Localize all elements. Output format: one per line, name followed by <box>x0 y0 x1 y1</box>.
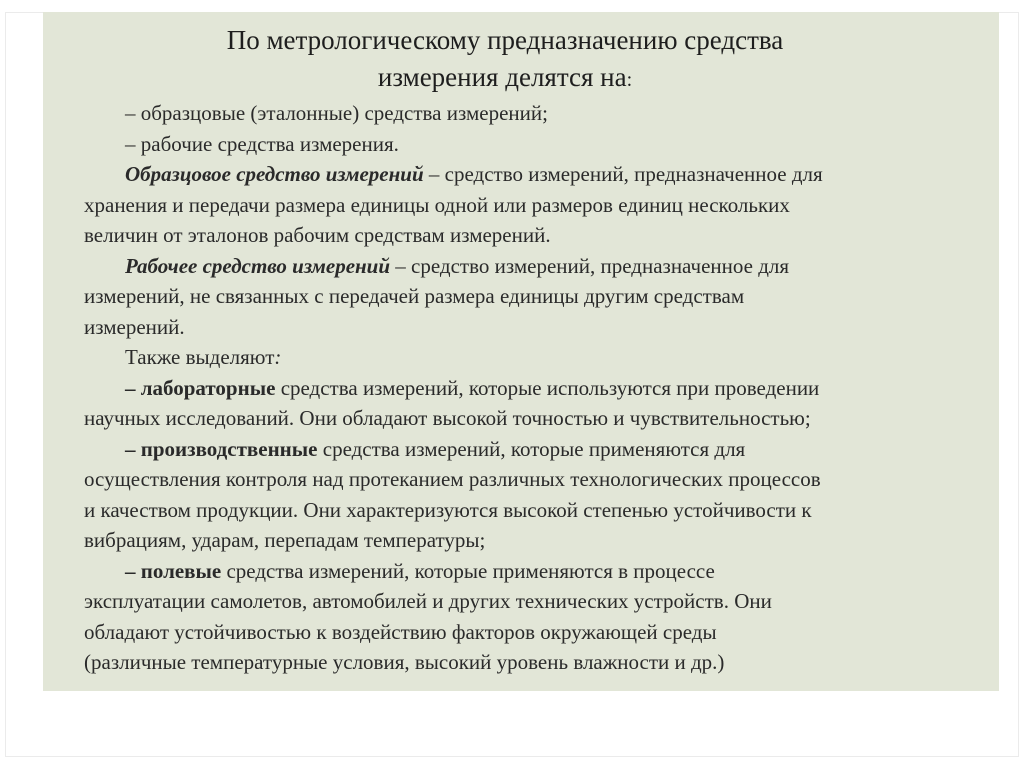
slide-title <box>60 22 950 99</box>
field-line-4: (различные температурные условия, высокий уровень влажности и др.) <box>84 650 725 674</box>
field-line-3: обладают устойчивостью к воздействию факторов окружающей среды <box>84 619 717 644</box>
also-distinguish-punct: : <box>274 345 282 369</box>
production-text: средства измерений, которые применяются для <box>317 436 746 461</box>
production-line-4: вибрациям, ударам, перепадам температуры; <box>84 528 486 552</box>
title-line-2: измерения делятся на <box>377 62 627 92</box>
title-line-1: По метрологическому предназначению средства <box>226 25 784 55</box>
definition-working-line-3: измерений. <box>84 314 185 339</box>
definition-standard-term: Образцовое средство измерений <box>125 162 424 186</box>
list-item: – образцовые (эталонные) средства измерений; <box>125 101 548 125</box>
laboratory-term: лабораторные <box>140 375 276 400</box>
production-line-2: осуществления контроля над протеканием различных технологических процессов <box>84 467 821 491</box>
slide-body <box>84 98 990 678</box>
field-dash: – <box>125 558 141 583</box>
production-line-3: и качеством продукции. Они характеризуются высокой степенью устойчивости к <box>84 497 812 522</box>
laboratory-line-2: научных исследований. Они обладают высокой точностью и чувствительностью; <box>84 406 811 430</box>
production-term: производственные <box>140 436 318 461</box>
definition-working-line-1 <box>84 251 990 282</box>
laboratory-dash: – <box>125 375 141 400</box>
definition-working-line-2: измерений, не связанных с передачей размера единицы другим средствам <box>84 284 745 308</box>
laboratory-line-1 <box>84 373 990 404</box>
definition-standard-text: – средство измерений, предназначенное для <box>423 162 823 186</box>
definition-standard-line-2: хранения и передачи размера единицы одной или размеров единиц нескольких <box>84 192 790 217</box>
title-line-2-punct: : <box>626 69 633 91</box>
definition-standard-line-1 <box>84 159 990 190</box>
definition-standard-line-3: величин от эталонов рабочим средствам измерений. <box>84 223 551 247</box>
field-text: средства измерений, которые применяются в процессе <box>221 558 715 583</box>
list-item: – рабочие средства измерения. <box>125 131 399 156</box>
field-line-1 <box>84 556 990 587</box>
also-distinguish-line <box>84 342 990 373</box>
definition-working-text: – средство измерений, предназначенное для <box>390 253 790 278</box>
definition-working-term: Рабочее средство измерений <box>125 253 391 278</box>
production-line-1 <box>84 434 990 465</box>
laboratory-text: средства измерений, которые используются при проведении <box>275 375 820 400</box>
also-distinguish-text: Также выделяют <box>125 345 275 369</box>
production-dash: – <box>125 436 141 461</box>
field-term: полевые <box>140 558 222 583</box>
field-line-2: эксплуатации самолетов, автомобилей и других технических устройств. Они <box>84 589 772 613</box>
